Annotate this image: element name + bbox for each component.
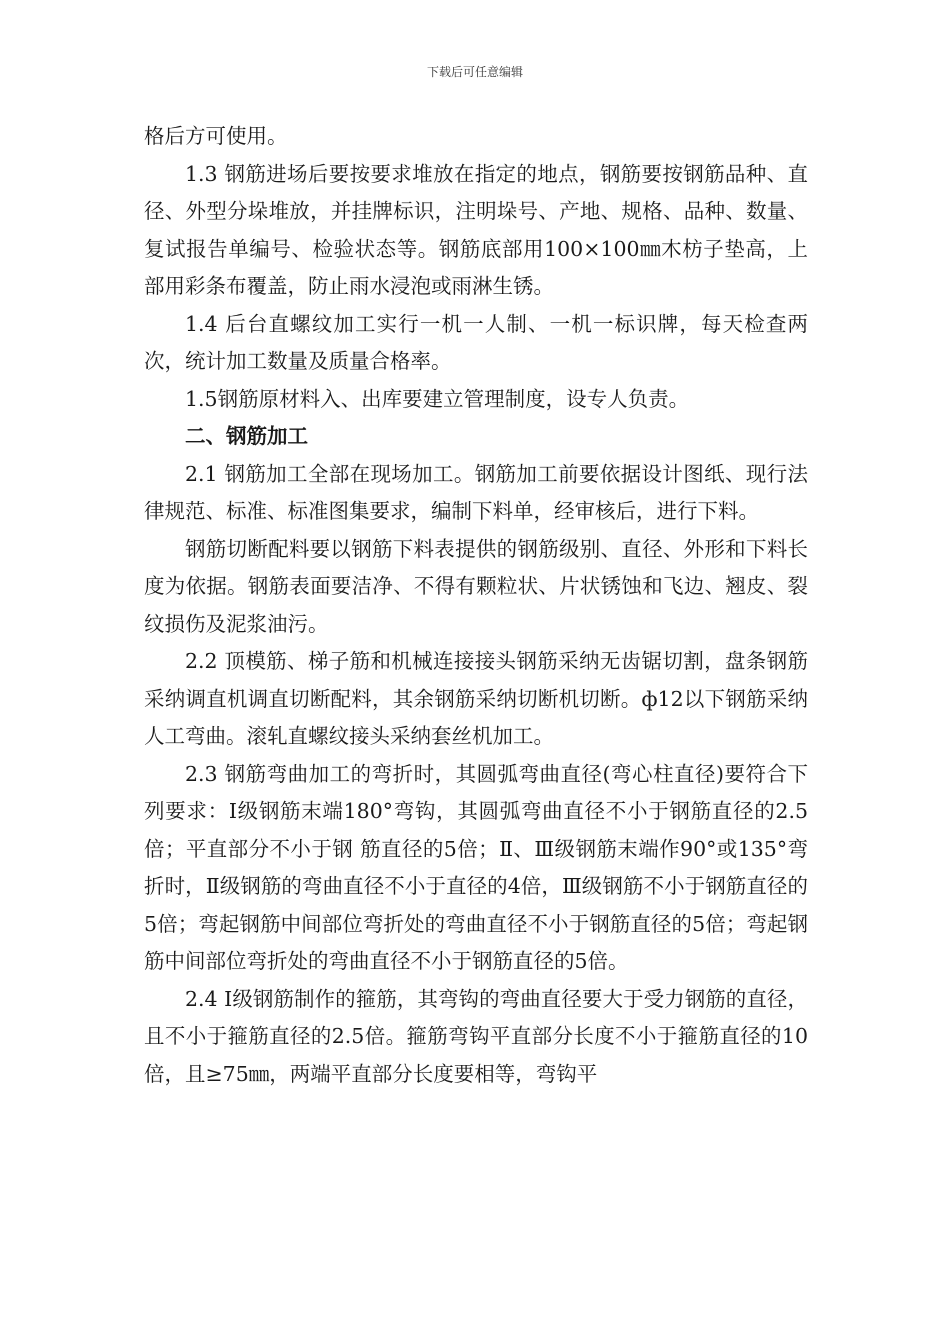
paragraph-2-3: 2.3 钢筋弯曲加工的弯折时，其圆弧弯曲直径(弯心柱直径)要符合下列要求：Ⅰ级钢筋末端180°弯钩，其圆弧弯曲直径不小于钢筋直径的2.5倍；平直部分不小于钢 筋直径的5倍；Ⅱ、Ⅲ级钢筋末端作90°或135°弯折时，Ⅱ级钢筋的弯曲直径不小于直径的4倍，Ⅲ级钢筋不小于钢筋直径的5倍；弯起钢筋中间部位弯折处的弯曲直径不小于钢筋直径的5倍；弯起钢筋中间部位弯折处的弯曲直径不小于钢筋直径的5倍。 <box>144 761 808 973</box>
paragraph-1-3: 1.3 钢筋进场后要按要求堆放在指定的地点，钢筋要按钢筋品种、直径、外型分垛堆放，并挂牌标识，注明垛号、产地、规格、品种、数量、复试报告单编号、检验状态等。钢筋底部用100×100㎜木枋子垫高，上部用彩条布覆盖，防止雨水浸泡或雨淋生锈。 <box>144 161 808 298</box>
paragraph-continuation: 格后方可使用。 <box>144 124 288 148</box>
paragraph-2-1: 2.1 钢筋加工全部在现场加工。钢筋加工前要依据设计图纸、现行法律规范、标准、标准图集要求，编制下料单，经审核后，进行下料。 <box>144 461 808 523</box>
paragraph-1-4: 1.4 后台直螺纹加工实行一机一人制、一机一标识牌，每天检查两次，统计加工数量及质量合格率。 <box>144 311 808 373</box>
page-header: 下载后可任意编辑 <box>426 65 523 79</box>
body-text <box>144 118 808 1093</box>
section-heading-steel-processing: 二、钢筋加工 <box>185 424 308 448</box>
paragraph-cutting: 钢筋切断配料要以钢筋下料表提供的钢筋级别、直径、外形和下料长度为依据。钢筋表面要洁净、不得有颗粒状、片状锈蚀和飞边、翘皮、裂纹损伤及泥浆油污。 <box>144 536 808 636</box>
paragraph-2-4: 2.4 Ⅰ级钢筋制作的箍筋，其弯钩的弯曲直径要大于受力钢筋的直径，且不小于箍筋直径的2.5倍。箍筋弯钩平直部分长度不小于箍筋直径的10倍，且≥75㎜，两端平直部分长度要相等，弯钩平 <box>144 986 808 1086</box>
paragraph-1-5: 1.5钢筋原材料入、出库要建立管理制度，设专人负责。 <box>185 386 690 411</box>
paragraph-2-2: 2.2 顶模筋、梯子筋和机械连接接头钢筋采纳无齿锯切割，盘条钢筋采纳调直机调直切断配料，其余钢筋采纳切断机切断。ф12以下钢筋采纳人工弯曲。滚轧直螺纹接头采纳套丝机加工。 <box>144 649 808 748</box>
